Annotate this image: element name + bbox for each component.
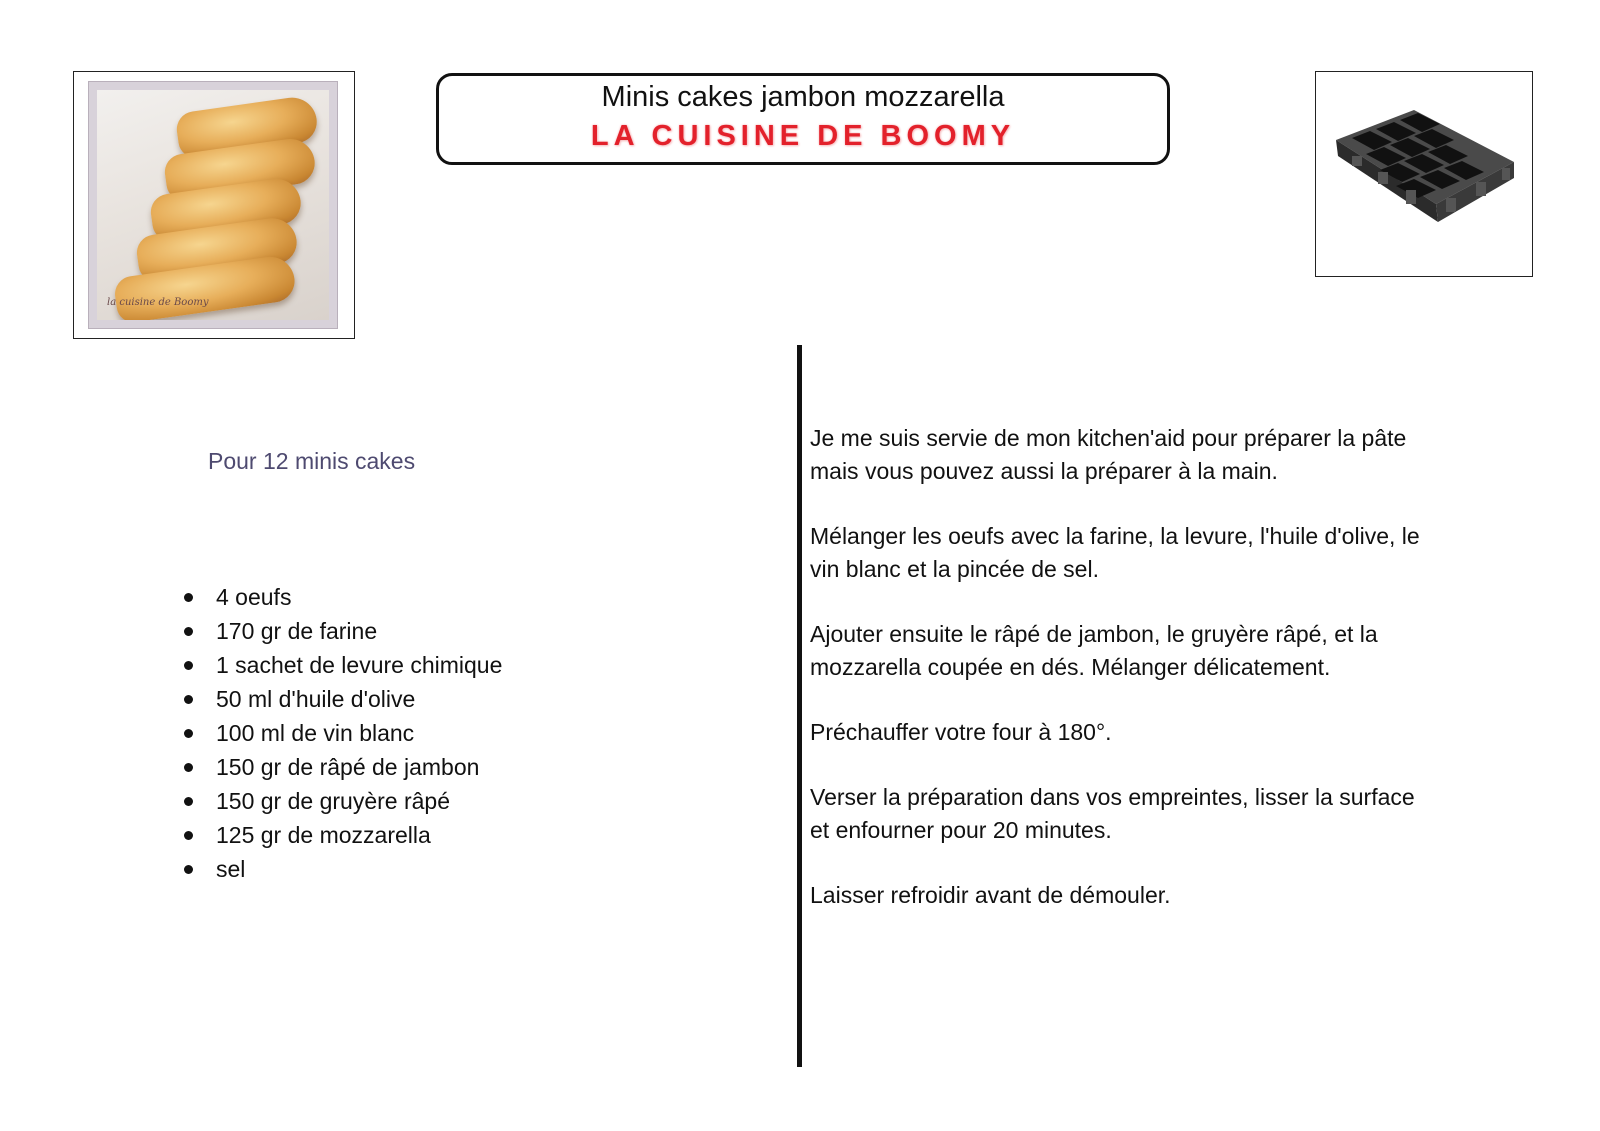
bullet-icon: [184, 627, 193, 636]
bullet-icon: [184, 763, 193, 772]
ingredient-text: 125 gr de mozzarella: [216, 822, 431, 848]
instruction-step: Verser la préparation dans vos empreintes, lisser la surface et enfourner pour 20 minutes.: [810, 784, 1415, 843]
list-item: [182, 784, 502, 818]
bullet-icon: [184, 729, 193, 738]
ingredient-text: 1 sachet de levure chimique: [216, 652, 503, 678]
bullet-icon: [184, 797, 193, 806]
instructions: [810, 422, 1430, 944]
instruction-step: Laisser refroidir avant de démouler.: [810, 882, 1171, 908]
ingredients-list: [182, 580, 502, 886]
instruction-step: Préchauffer votre four à 180°.: [810, 719, 1112, 745]
recipe-title: Minis cakes jambon mozzarella: [601, 81, 1005, 113]
list-item: [182, 614, 502, 648]
bullet-icon: [184, 865, 193, 874]
mold-photo-frame: [1315, 71, 1533, 277]
ingredient-text: sel: [216, 856, 246, 882]
bullet-icon: [184, 593, 193, 602]
bullet-icon: [184, 695, 193, 704]
servings-text: Pour 12 minis cakes: [208, 448, 416, 474]
instruction-step: Mélanger les oeufs avec la farine, la levure, l'huile d'olive, le vin blanc et la pincée de sel.: [810, 523, 1420, 582]
list-item: [182, 580, 502, 614]
column-divider: [797, 345, 802, 1067]
bullet-icon: [184, 661, 193, 670]
recipe-photo-border: [88, 81, 338, 329]
ingredient-text: 170 gr de farine: [216, 618, 378, 644]
list-item: [182, 818, 502, 852]
list-item: [182, 648, 502, 682]
bullet-icon: [184, 831, 193, 840]
photo-caption: la cuisine de Boomy: [107, 297, 209, 308]
recipe-photo-frame: [73, 71, 355, 339]
ingredient-text: 4 oeufs: [216, 584, 292, 610]
recipe-photo: [97, 90, 329, 320]
list-item: [182, 716, 502, 750]
ingredient-text: 100 ml de vin blanc: [216, 720, 415, 746]
brand-name: LA CUISINE DE BOOMY: [590, 120, 1016, 152]
title-box: [436, 73, 1170, 165]
list-item: [182, 682, 502, 716]
instruction-step: Ajouter ensuite le râpé de jambon, le gruyère râpé, et la mozzarella coupée en dés. Mélanger délicatement.: [810, 621, 1378, 680]
ingredient-text: 50 ml d'huile d'olive: [216, 686, 416, 712]
instruction-step: Je me suis servie de mon kitchen'aid pour préparer la pâte mais vous pouvez aussi la préparer à la main.: [810, 425, 1407, 484]
list-item: [182, 750, 502, 784]
silicone-mold-icon: [1316, 72, 1532, 276]
list-item: [182, 852, 502, 886]
ingredient-text: 150 gr de gruyère râpé: [216, 788, 450, 814]
ingredient-text: 150 gr de râpé de jambon: [216, 754, 480, 780]
